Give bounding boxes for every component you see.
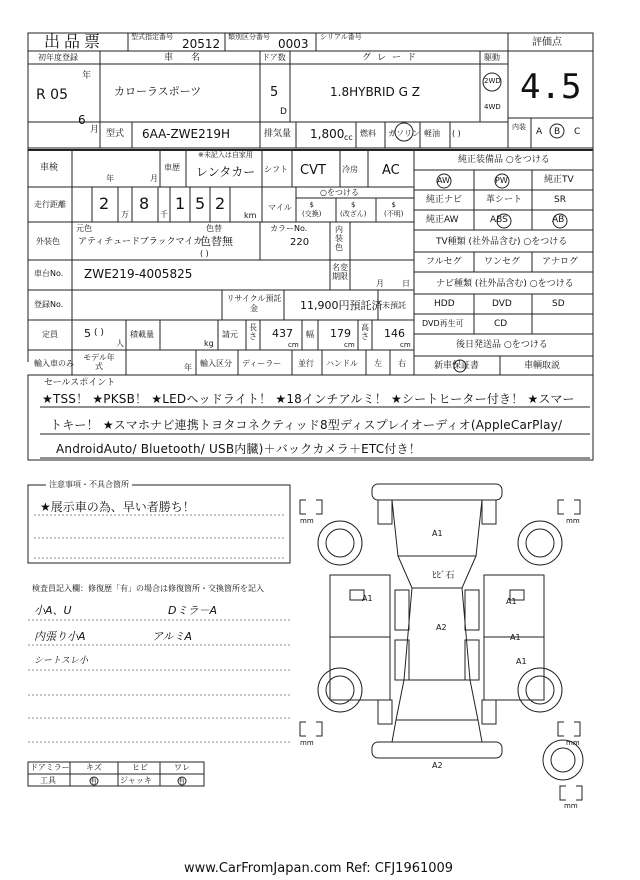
mileage-digit-3: 1 <box>175 194 186 213</box>
tv-one: ワンセグ <box>484 257 521 267</box>
mileage-sen: 千 <box>160 210 168 219</box>
dvd-play: DVD再生可 <box>422 319 464 328</box>
import-year-unit: 年 <box>184 363 192 372</box>
equip-abs: ABS <box>490 215 508 225</box>
doors-label: ドア数 <box>262 53 286 62</box>
year-unit: 年 <box>82 71 92 81</box>
serial-label: シリアル番号 <box>320 33 362 41</box>
mileage-digit-5: 2 <box>215 194 226 213</box>
inspector-label: 検査員記入欄：修復歴「有」の場合は修復箇所・交換箇所を記入 <box>32 584 264 593</box>
color-code-label: カラーNo. <box>270 224 308 233</box>
length-value: 437 <box>272 327 293 340</box>
equip-aw2: 純正AW <box>426 215 459 225</box>
legend-jack-yes: 有 <box>178 777 185 785</box>
use-label: 車歴 <box>164 163 180 172</box>
inspection-month-unit: 月 <box>150 174 158 183</box>
equip-aw: AW <box>437 176 450 185</box>
equip-tv: 純正TV <box>544 175 574 185</box>
use-value: レンタカー <box>196 165 256 179</box>
interior-a: A <box>536 127 543 137</box>
sales-label: セールスポイント <box>44 378 116 388</box>
handle-right: 右 <box>398 359 406 368</box>
score-value: 4.5 <box>520 67 582 107</box>
name-change-day: 日 <box>402 279 410 288</box>
name-change-month: 月 <box>376 279 384 288</box>
color-change-label: 色替 <box>206 224 222 233</box>
model-label: 型式 <box>106 129 125 139</box>
navi-sd: SD <box>552 299 565 309</box>
later-label: 後日発送品 ○をつける <box>456 340 548 350</box>
footer-ref: www.CarFromJapan.com Ref: CFJ1961009 <box>184 861 454 876</box>
mark-label: ○をつける <box>320 188 359 197</box>
height-label: 高さ <box>361 323 369 341</box>
car-name: カローラスポーツ <box>114 85 202 98</box>
sales-line-3: AndroidAuto/ Bluetooth/ USB内臓)＋バックカメラ＋ETC付き！ <box>56 442 421 456</box>
navi-cd: CD <box>494 319 508 329</box>
fuel-label: 燃料 <box>360 129 376 138</box>
color-label: 外装色 <box>36 237 60 246</box>
damage-roof: A2 <box>436 623 447 632</box>
navi-type-label: ナビ種類 (社外品含む) ○をつける <box>436 279 574 289</box>
fuel-paren: ( ) <box>452 129 461 138</box>
mile-label: マイル <box>268 203 292 212</box>
equip-pw: PW <box>495 176 508 185</box>
mile-tampered: $ (改ざん) <box>340 201 367 219</box>
import-dealer: ディーラー <box>242 359 282 368</box>
score-label: 評価点 <box>532 37 562 48</box>
width-value: 179 <box>330 327 351 340</box>
damage-left: A1 <box>362 594 373 603</box>
damage-hood: A1 <box>432 529 443 538</box>
load-label: 積載量 <box>130 330 154 339</box>
month-unit: 月 <box>90 125 100 135</box>
color-code-value: 220 <box>290 237 310 248</box>
handle-left: 左 <box>374 359 382 368</box>
damage-right-rear: A1 <box>510 633 521 642</box>
color-paren: ( ) <box>200 249 209 258</box>
damage-windshield: ﾋﾋﾞ石 <box>432 571 455 581</box>
interior-c: C <box>574 127 581 137</box>
inspection-year-unit: 年 <box>106 174 114 183</box>
navi-hdd: HDD <box>434 299 455 309</box>
legend-tool-yes: 有 <box>90 777 97 785</box>
interior-label: 内装 <box>512 123 526 131</box>
notes-label: 注意事項・不具合箇所 <box>46 481 132 489</box>
reg-month: 6 <box>78 113 86 127</box>
registration-label: 登録No. <box>34 300 64 309</box>
interior-b: B <box>554 127 561 137</box>
import-label: 輸入車のみ <box>34 359 74 368</box>
handle-label: ハンドル <box>326 359 358 368</box>
doors-value: 5 <box>270 85 279 100</box>
tv-full: フルセグ <box>426 257 462 267</box>
mileage-unit: km <box>244 211 257 220</box>
damage-right-front: A1 <box>506 597 517 606</box>
grade-value: 1.8HYBRID G Z <box>330 85 420 99</box>
tyre-rr-unit: mm <box>566 739 580 747</box>
sales-line-1: ★TSS！ ★PKSB！ ★LEDヘッドライト！ ★18インチアルミ！ ★シートヒーター付き！ ★スマー <box>42 392 575 406</box>
class-no: 0003 <box>278 37 309 51</box>
mileage-digit-1: 2 <box>99 194 110 213</box>
ac-value: AC <box>382 163 400 178</box>
mileage-man: 万 <box>121 210 129 219</box>
navi-dvd: DVD <box>492 299 512 309</box>
import-parallel: 並行 <box>298 359 314 368</box>
length-label: 長さ <box>249 323 257 341</box>
legend-break: ワレ <box>174 763 190 772</box>
inspector-line-1b: Dミラ－A <box>168 604 217 617</box>
model-value: 6AA-ZWE219H <box>142 127 231 141</box>
ac-label: 冷房 <box>342 165 358 174</box>
name-change-label: 名変期限 <box>332 263 348 281</box>
displacement-unit: cc <box>344 133 353 142</box>
chassis-label: 車台No. <box>34 269 64 278</box>
tv-type-label: TV種類 (社外品含む) ○をつける <box>436 237 568 247</box>
fuel-diesel: 軽油 <box>424 129 440 138</box>
type-no-label: 型式指定番号 <box>131 33 173 41</box>
recycle-label: リサイクル預託金 <box>226 294 282 313</box>
grade-label: グレード <box>362 53 423 63</box>
inspection-label: 車検 <box>40 163 59 173</box>
load-unit: kg <box>204 339 214 348</box>
first-reg-label: 初年度登録 <box>38 53 78 62</box>
damage-rear-right: A1 <box>516 657 527 666</box>
seats-unit: 人 <box>116 339 124 348</box>
new-cert: 新車保証書 <box>434 361 480 371</box>
drive-2wd: 2WD <box>484 77 501 85</box>
inspector-line-1a: 小A、U <box>34 604 72 617</box>
height-value: 146 <box>384 327 405 340</box>
equip-navi: 純正ナビ <box>426 195 463 205</box>
length-unit: cm <box>288 341 299 349</box>
color-change-value: 色替無 <box>200 235 233 248</box>
reg-era-year: R 05 <box>36 87 68 103</box>
equip-leather: 革シート <box>486 195 523 205</box>
inspector-line-2a: 内張り小A <box>34 630 86 643</box>
request-label: 請元 <box>222 330 238 339</box>
model-year-label: モデル年式 <box>83 353 115 372</box>
mileage-digit-2: 8 <box>139 194 150 213</box>
width-label: 幅 <box>306 330 314 339</box>
legend-crack: ヒビ <box>132 763 148 772</box>
tyre-rl-unit: mm <box>300 739 314 747</box>
equip-ab: AB <box>552 215 565 225</box>
inspector-line-3: シートスレ小 <box>34 656 88 666</box>
legend-tool: 工具 <box>40 776 56 785</box>
notes-line-1: ★展示車の為、早い者勝ち！ <box>40 500 195 514</box>
mile-unknown: $ (不明) <box>384 201 404 219</box>
tyre-fl-unit: mm <box>300 517 314 525</box>
damage-bottom: A2 <box>432 761 443 770</box>
form-title: 出品票 <box>44 32 105 51</box>
recycle-note: 未預託 <box>382 301 406 310</box>
doors-sub: D <box>280 107 287 117</box>
type-no: 20512 <box>182 37 221 51</box>
seats-value: 5 <box>84 327 91 340</box>
inspector-line-2b: アルミA <box>152 630 193 643</box>
legend-jack: ジャッキ <box>120 776 152 785</box>
shift-value: CVT <box>300 163 326 178</box>
tyre-fr-unit: mm <box>566 517 580 525</box>
width-unit: cm <box>344 341 355 349</box>
displacement-value: 1,800 <box>310 127 345 141</box>
orig-color-value: アティチュードブラックマイカ <box>78 237 203 247</box>
sales-line-2: トキー！ ★スマホナビ連携トヨタコネクティッド8型ディスプレイオーディオ(AppleCarPlay/ <box>50 418 563 432</box>
mileage-label: 走行距離 <box>34 200 66 209</box>
seats-paren: ( ) <box>94 328 104 338</box>
shift-label: シフト <box>264 165 288 174</box>
tv-analog: アナログ <box>542 257 579 267</box>
manual: 車輌取説 <box>524 361 561 371</box>
mile-exchange: $ (交換) <box>302 201 322 219</box>
import-category-label: 輸入区分 <box>200 359 232 368</box>
name-label: 車名 <box>164 53 219 63</box>
height-unit: cm <box>400 341 411 349</box>
orig-color-label: 元色 <box>76 224 92 233</box>
chassis-number: ZWE219-4005825 <box>84 267 193 281</box>
use-note: ※未記入は自家用 <box>198 151 253 159</box>
fuel-gas: ガソリン <box>388 129 420 138</box>
recycle-value: 11,900円預託済 <box>300 299 383 312</box>
legend-door-mirror: ドアミラー <box>30 763 70 772</box>
legend-scratch: キズ <box>86 763 102 772</box>
mileage-digit-4: 5 <box>195 194 206 213</box>
tyre-spare-unit: mm <box>564 802 578 810</box>
drive-label: 駆動 <box>484 53 500 62</box>
interior-color-label: 内装色 <box>335 225 343 252</box>
class-no-label: 類別区分番号 <box>228 33 270 41</box>
drive-4wd: 4WD <box>484 103 501 111</box>
equip-sr: SR <box>554 195 566 205</box>
displacement-label: 排気量 <box>264 129 292 139</box>
equipment-label: 純正装備品 ○をつける <box>458 155 550 165</box>
capacity-label: 定員 <box>42 330 58 339</box>
